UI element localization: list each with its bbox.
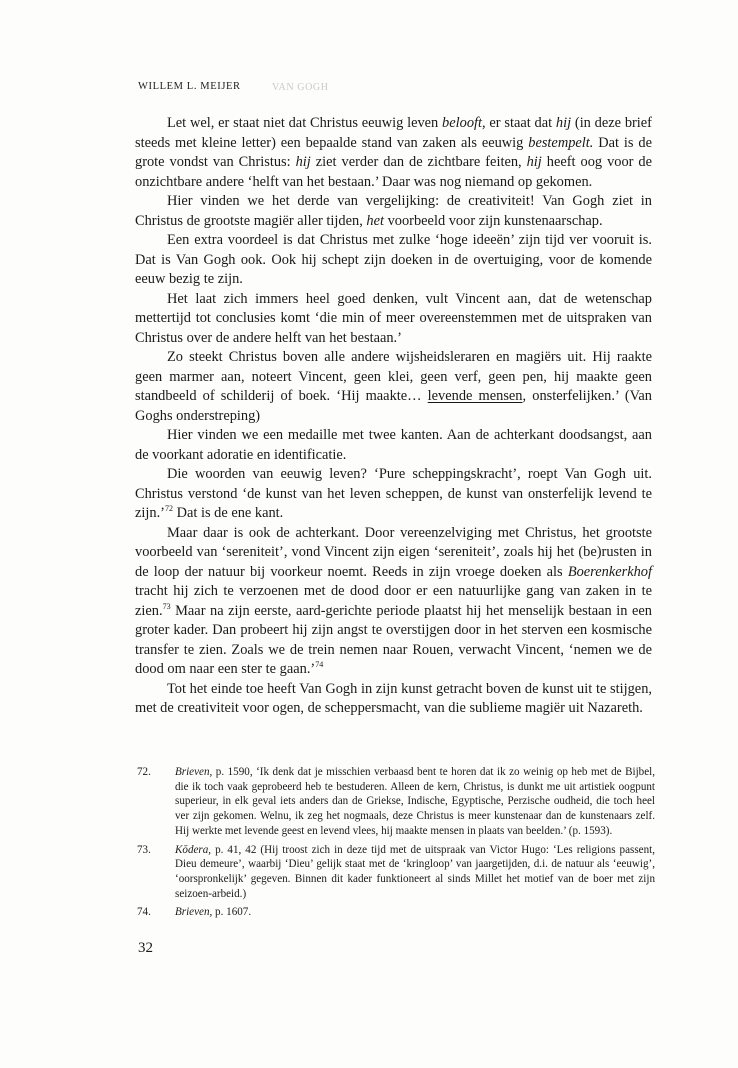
text-run: , onsterfelijken.’ (Van Goghs onderstreping) (135, 388, 652, 424)
text-run: Hier vinden we een medaille met twee kanten. Aan de achterkant doodsangst, aan de voorkant adoratie en identificatie. (135, 427, 652, 463)
footnote (135, 843, 655, 902)
footnote-number: 74. (137, 906, 151, 919)
page-number: 32 (138, 940, 153, 956)
text-run: tracht hij zich te verzoenen met de dood door er een natuurlijke gang van zaken in te zien. (135, 583, 652, 619)
text-run: Maar daar is ook de achterkant. Door vereenzelviging met Christus, het grootste voorbeeld van ‘sereniteit’, vond Vincent zijn eigen ‘sereniteit’, zoals hij het (be)rusten in de loop der natuur bij voorkeur noemt. Reeds in zijn vroege doeken als (135, 524, 652, 580)
text-run: ziet verder dan de zichtbare feiten, (310, 154, 527, 170)
text-run: er staat dat (485, 115, 556, 131)
text-run: Die woorden van eeuwig leven? ‘Pure scheppingskracht’, roept Van Gogh uit. Christus verstond ‘de kunst van het leven scheppen, de kunst van onsterfelijk levend te zijn.’ (135, 466, 652, 521)
paragraph (135, 465, 652, 524)
footnote-reference: 72 (164, 504, 173, 514)
footnote-text (175, 765, 655, 839)
text-run: Let wel, er staat niet dat Christus eeuwig leven (167, 115, 443, 131)
text-run: Een extra voordeel is dat Christus met zulke ‘hoge ideeën’ zijn tijd ver vooruit is. Dat is Van Gogh ook. Ook hij schept zijn doeken in de overtuiging, voor de komende eeuw bezig te zijn. (135, 232, 652, 287)
text-run: Dat is de grote vondst van Christus: (135, 134, 652, 170)
footnote-reference: 73 (162, 601, 171, 611)
italic-text: bestempelt. (528, 134, 594, 151)
footnote-text (175, 905, 655, 920)
italic-text: hij (295, 154, 311, 170)
italic-text: hij (555, 115, 572, 131)
paragraph (135, 524, 652, 680)
text-run: heeft oog voor de onzichtbare andere ‘helft van het bestaan.’ Daar was nog niemand op gekomen. (135, 154, 652, 190)
footnote-reference: 74 (315, 660, 324, 670)
footnote-number: 72. (137, 766, 151, 778)
text-run: Maar na zijn eerste, aard-gerichte periode plaatst hij het menselijk bestaan in een groter kader. Dan probeert hij zijn angst te overstijgen door in het sterven een kosmische transfer te zien. Zoals we de trein nemen naar Rouen, verwacht Vincent, ‘nemen we de dood om naar een ster te gaan.’ (135, 602, 652, 677)
footnote-text (175, 843, 655, 902)
italic-text: Kōdera, (175, 843, 212, 856)
text-run: (in deze brief steeds met kleine letter) een bepaalde stand van zaken als eeuwig (135, 115, 652, 151)
paragraph (135, 680, 652, 719)
paragraph (135, 114, 652, 192)
paragraph (135, 426, 652, 465)
text-run: Hier vinden we het derde van vergelijking: de creativiteit! Van Gogh ziet in Christus de grootste magiër aller tijden, (135, 193, 652, 229)
body-text (135, 114, 652, 719)
underlined-text: levende mensen (427, 388, 523, 404)
paragraph (135, 231, 652, 290)
text-run: p. 1590, ‘Ik denk dat je misschien verbaasd bent te horen dat ik zo weinig op heb met de Bijbel, die ik toch vaak geprobeerd heb te bestuderen. Alleen de kern, Christus, is dunkt me uit artistiek oogpunt superieur, in elk geval iets anders dan de Griekse, Indische, Egyptische, Perzische oudheid, die toch heel ver zijn gekomen. Welnu, ik zeg het nogmaals, deze Christus is meer kunstenaar dan de kunstenaars zelf. Hij werkte met levende geest en levend vlees, hij maakte mensen in plaats van beelden.’ (p. 1593). (175, 766, 655, 837)
footnotes (135, 765, 655, 924)
paragraph (135, 348, 652, 426)
italic-text: hij (526, 154, 542, 170)
paragraph (135, 290, 652, 349)
show-through-text: VAN GOGH (272, 82, 329, 93)
footnote-number: 73. (137, 843, 151, 856)
text-run: p. 41, 42 (Hij troost zich in deze tijd met de uitspraak van Victor Hugo: ‘Les religions passent, Dieu demeure’, waarbij ‘Dieu’ gelijk staat met de ‘kringloop’ van jaargetijden, d.i. de natuur als ‘eeuwig’, ‘oorspronkelijk’ gegeven. Binnen dit kader funktioneert al sinds Millet het motief van de boer met zijn seizoen-arbeid.) (175, 843, 655, 900)
italic-text: Brieven, (175, 906, 213, 919)
text-run: p. 1607. (212, 906, 252, 919)
text-run: Tot het einde toe heeft Van Gogh in zijn kunst getracht boven de kunst uit te stijgen, met de creativiteit voor ogen, de scheppersmacht, van die sublieme magiër uit Nazareth. (135, 680, 652, 716)
footnote (135, 765, 655, 839)
text-run: Het laat zich immers heel goed denken, vult Vincent aan, dat de wetenschap mettertijd tot conclusies komt ‘die min of meer overeenstemmen met de uitspraken van Christus over de andere helft van het bestaan.’ (135, 290, 652, 346)
text-run: Dat is de ene kant. (172, 505, 284, 521)
italic-text: belooft, (442, 115, 486, 131)
italic-text: Brieven, (175, 766, 213, 778)
text-run: voorbeeld voor zijn kunstenaarschap. (384, 212, 603, 229)
text-run: Zo steekt Christus boven alle andere wijsheidsleraren en magiërs uit. Hij raakte geen marmer aan, noteert Vincent, geen klei, geen verf, geen pen, hij maakte geen standbeeld of schilderij of boek. ‘Hij maakte… (135, 349, 652, 404)
italic-text: het (366, 212, 384, 229)
italic-text: Boerenkerkhof (567, 563, 652, 580)
footnote (135, 905, 655, 920)
paragraph (135, 192, 652, 231)
running-head: WILLEM L. MEIJER (138, 81, 241, 92)
